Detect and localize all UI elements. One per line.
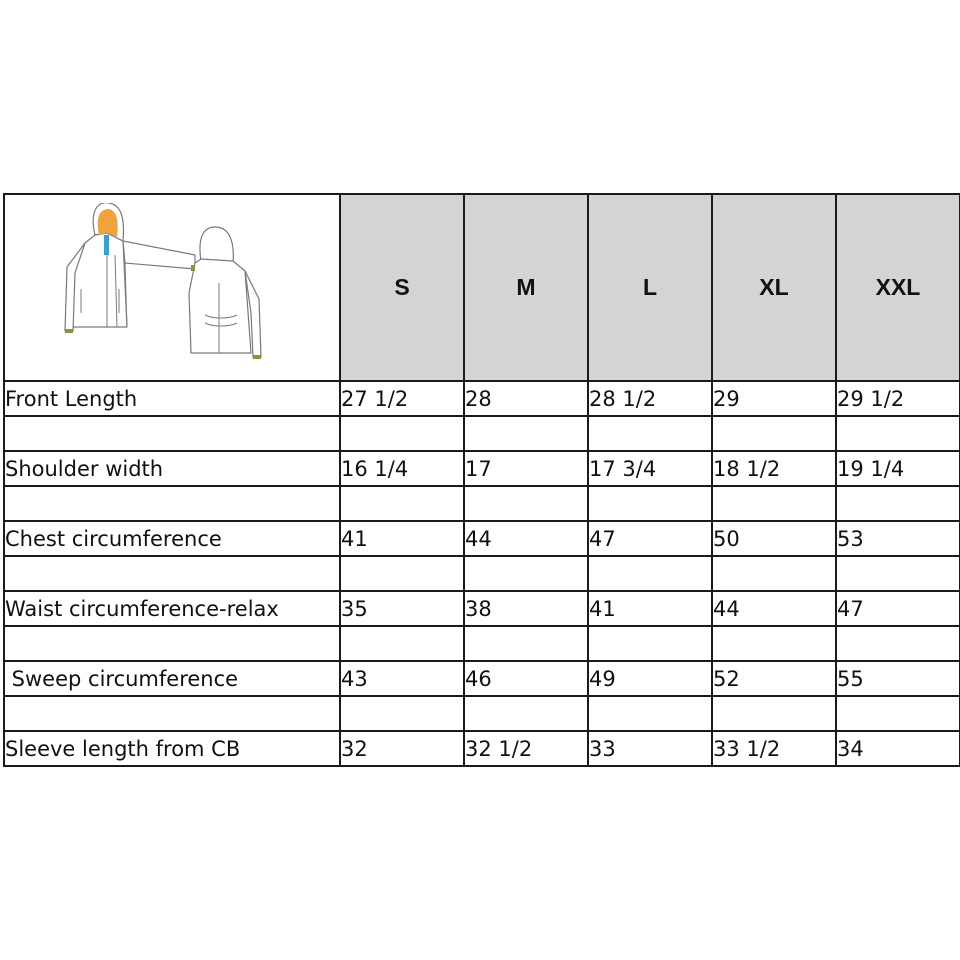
row-label: Waist circumference-relax bbox=[4, 591, 340, 626]
empty-cell bbox=[4, 556, 340, 591]
row-chest-circumference bbox=[4, 521, 960, 556]
empty-cell bbox=[464, 556, 588, 591]
spacer-row bbox=[4, 416, 960, 451]
value-cell: 41 bbox=[340, 521, 464, 556]
row-shoulder-width bbox=[4, 451, 960, 486]
empty-cell bbox=[712, 486, 836, 521]
value-cell: 17 bbox=[464, 451, 588, 486]
size-header-l: L bbox=[588, 194, 712, 381]
row-label: Sweep circumference bbox=[4, 661, 340, 696]
empty-cell bbox=[588, 626, 712, 661]
row-label: Front Length bbox=[4, 381, 340, 416]
value-cell: 49 bbox=[588, 661, 712, 696]
value-cell: 38 bbox=[464, 591, 588, 626]
empty-cell bbox=[4, 486, 340, 521]
empty-cell bbox=[340, 626, 464, 661]
value-cell: 55 bbox=[836, 661, 960, 696]
row-front-length bbox=[4, 381, 960, 416]
value-cell: 47 bbox=[836, 591, 960, 626]
empty-cell bbox=[340, 696, 464, 731]
value-cell: 47 bbox=[588, 521, 712, 556]
value-cell: 46 bbox=[464, 661, 588, 696]
empty-cell bbox=[340, 556, 464, 591]
empty-cell bbox=[836, 556, 960, 591]
value-cell: 18 1/2 bbox=[712, 451, 836, 486]
empty-cell bbox=[588, 696, 712, 731]
spacer-row bbox=[4, 556, 960, 591]
value-cell: 33 bbox=[588, 731, 712, 766]
empty-cell bbox=[464, 626, 588, 661]
value-cell: 33 1/2 bbox=[712, 731, 836, 766]
size-header-row bbox=[4, 194, 960, 381]
value-cell: 43 bbox=[340, 661, 464, 696]
size-header-xxl: XXL bbox=[836, 194, 960, 381]
empty-cell bbox=[340, 416, 464, 451]
row-label: Shoulder width bbox=[4, 451, 340, 486]
row-sweep-circumference bbox=[4, 661, 960, 696]
empty-cell bbox=[588, 416, 712, 451]
value-cell: 52 bbox=[712, 661, 836, 696]
spacer-row bbox=[4, 696, 960, 731]
size-chart-table bbox=[3, 193, 960, 767]
value-cell: 28 1/2 bbox=[588, 381, 712, 416]
empty-cell bbox=[588, 556, 712, 591]
jacket-illustration-cell bbox=[4, 194, 340, 381]
size-header-m: M bbox=[464, 194, 588, 381]
empty-cell bbox=[4, 416, 340, 451]
value-cell: 29 1/2 bbox=[836, 381, 960, 416]
value-cell: 17 3/4 bbox=[588, 451, 712, 486]
value-cell: 27 1/2 bbox=[340, 381, 464, 416]
value-cell: 16 1/4 bbox=[340, 451, 464, 486]
empty-cell bbox=[712, 696, 836, 731]
value-cell: 35 bbox=[340, 591, 464, 626]
value-cell: 53 bbox=[836, 521, 960, 556]
value-cell: 32 1/2 bbox=[464, 731, 588, 766]
jacket-sketch-icon bbox=[55, 203, 275, 373]
value-cell: 19 1/4 bbox=[836, 451, 960, 486]
empty-cell bbox=[712, 556, 836, 591]
value-cell: 41 bbox=[588, 591, 712, 626]
empty-cell bbox=[464, 696, 588, 731]
value-cell: 32 bbox=[340, 731, 464, 766]
empty-cell bbox=[712, 626, 836, 661]
size-header-xl: XL bbox=[712, 194, 836, 381]
empty-cell bbox=[340, 486, 464, 521]
value-cell: 28 bbox=[464, 381, 588, 416]
value-cell: 34 bbox=[836, 731, 960, 766]
empty-cell bbox=[4, 696, 340, 731]
empty-cell bbox=[836, 416, 960, 451]
size-header-s: S bbox=[340, 194, 464, 381]
value-cell: 44 bbox=[712, 591, 836, 626]
row-label: Chest circumference bbox=[4, 521, 340, 556]
spacer-row bbox=[4, 486, 960, 521]
empty-cell bbox=[836, 626, 960, 661]
empty-cell bbox=[836, 486, 960, 521]
row-sleeve-length bbox=[4, 731, 960, 766]
value-cell: 29 bbox=[712, 381, 836, 416]
value-cell: 50 bbox=[712, 521, 836, 556]
row-waist-circumference bbox=[4, 591, 960, 626]
empty-cell bbox=[464, 486, 588, 521]
empty-cell bbox=[712, 416, 836, 451]
value-cell: 44 bbox=[464, 521, 588, 556]
spacer-row bbox=[4, 626, 960, 661]
empty-cell bbox=[588, 486, 712, 521]
empty-cell bbox=[836, 696, 960, 731]
empty-cell bbox=[4, 626, 340, 661]
row-label: Sleeve length from CB bbox=[4, 731, 340, 766]
empty-cell bbox=[464, 416, 588, 451]
